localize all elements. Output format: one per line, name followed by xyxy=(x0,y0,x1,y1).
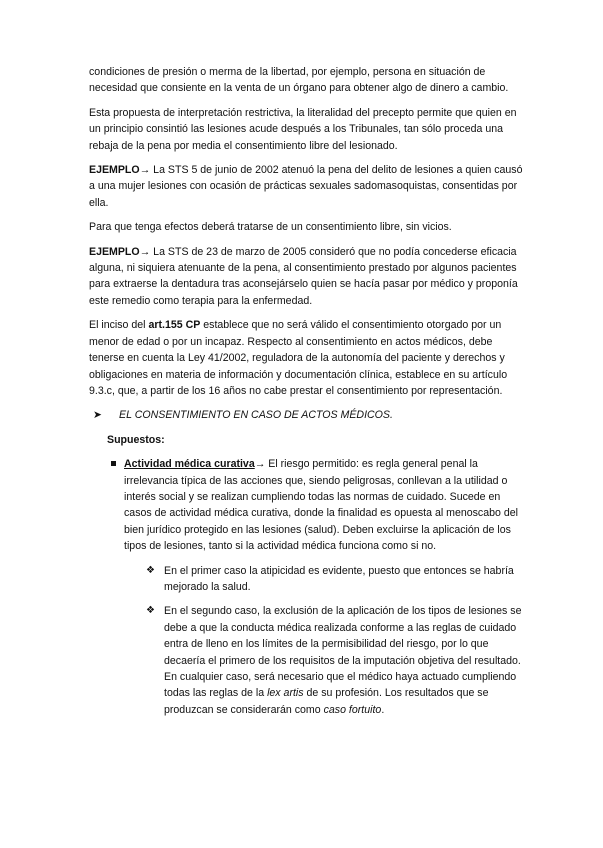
sub-item-text: En el primer caso la atipicidad es evidente, puesto que entonces se habría mejorado la salud. xyxy=(164,564,514,593)
example-text: La STS 5 de junio de 2002 atenuó la pena del delito de lesiones a quien causó a una mujer lesiones con ocasión de prácticas sexuales sadomasoquistas, consentidas por ella. xyxy=(89,164,523,209)
italic-term: caso fortuito xyxy=(323,703,382,716)
arrow-right-icon: → xyxy=(139,164,151,177)
sub-item-text: En el segundo caso, la exclusión de la aplicación de los tipos de lesiones se debe a que la conducta médica realizada conforme a las reglas de cuidado entra de lleno en los límites de la permisibilidad del riesgo, por lo que decaería el primero de los requisitos de la imputación objetiva del resultado. En cualquier caso, será necesario que el médico haya actuado cumpliendo todas las reglas de la xyxy=(164,605,522,700)
item-text: El riesgo permitido: es regla general penal la irrelevancia típica de las acciones que, siendo peligrosas, conllevan a la utilidad o interés social y se realizan cumpliendo todas las normas de cuidado. Sucede en casos de actividad médica curativa, donde la finalidad es opuesta al menoscabo del bien jurídico protegido en las lesiones (salud). Deben excluirse la aplicación de los tipos de lesiones, tanto si la actividad médica funciona como si no. xyxy=(124,458,518,553)
paragraph-4: Para que tenga efectos deberá tratarse de un consentimiento libre, sin vicios. xyxy=(89,221,452,234)
paragraph-1: condiciones de presión o merma de la libertad, por ejemplo, persona en situación de necesidad que consiente en la venta de un órgano para obtener algo de dinero a cambio. xyxy=(89,66,509,95)
sub-item-text: de su profesión. Los resultados que se produzcan se considerarán como xyxy=(164,687,489,716)
square-bullet-icon xyxy=(111,461,116,466)
italic-term: lex artis xyxy=(267,687,304,700)
arrowhead-bullet-icon: ➤ xyxy=(93,409,102,422)
diamond-bullet-icon: ❖ xyxy=(146,564,155,576)
example-label: EJEMPLO xyxy=(89,164,140,177)
article-reference: art.155 CP xyxy=(148,319,201,332)
paragraph-text: El inciso del xyxy=(89,319,149,332)
example-label: EJEMPLO xyxy=(89,245,140,258)
sub-list-item xyxy=(89,603,523,718)
supuestos-heading xyxy=(107,432,523,448)
sub-list-item xyxy=(89,563,523,596)
sub-item-text: . xyxy=(381,703,385,716)
supuestos-label: Supuestos: xyxy=(107,433,165,446)
diamond-bullet-icon: ❖ xyxy=(146,605,155,617)
paragraph-example-2 xyxy=(89,244,523,310)
section-title: EL CONSENTIMIENTO EN CASO DE ACTOS MÉDICOS. xyxy=(119,409,393,422)
paragraph-text: establece que no será válido el consentimiento otorgado por un menor de edad o por un incapaz. Respecto al consentimiento en actos médicos, debe tenerse en cuenta la Ley 41/2002, reguladora de la autonomía del paciente y derechos y obligaciones en materia de información y documentación clínica, establece en su artículo 9.3.c, que, a partir de los 16 años no cabe prestar el consentimiento por representación. xyxy=(89,319,508,397)
paragraph-2: Esta propuesta de interpretación restrictiva, la literalidad del precepto permite que quien en un principio consintió las lesiones acude después a los Tribunales, tan sólo proceda una rebaja de la pena por media el consentimiento libre del lesionado. xyxy=(89,106,517,152)
paragraph-6 xyxy=(89,317,523,399)
arrow-right-icon: → xyxy=(254,458,266,471)
item-label: Actividad médica curativa xyxy=(124,458,255,471)
arrow-right-icon: → xyxy=(139,245,151,258)
section-heading xyxy=(89,407,523,423)
list-item xyxy=(89,456,523,554)
example-text: La STS de 23 de marzo de 2005 consideró que no podía concederse eficacia alguna, ni siquiera atenuante de la pena, al consentimiento prestado por algunos pacientes para extraerse la dentadura tras aconsejárselo quien se hacía pasar por médico y proponía este remedio como terapia para la enfermedad. xyxy=(89,245,518,307)
paragraph-example-1 xyxy=(89,162,523,211)
